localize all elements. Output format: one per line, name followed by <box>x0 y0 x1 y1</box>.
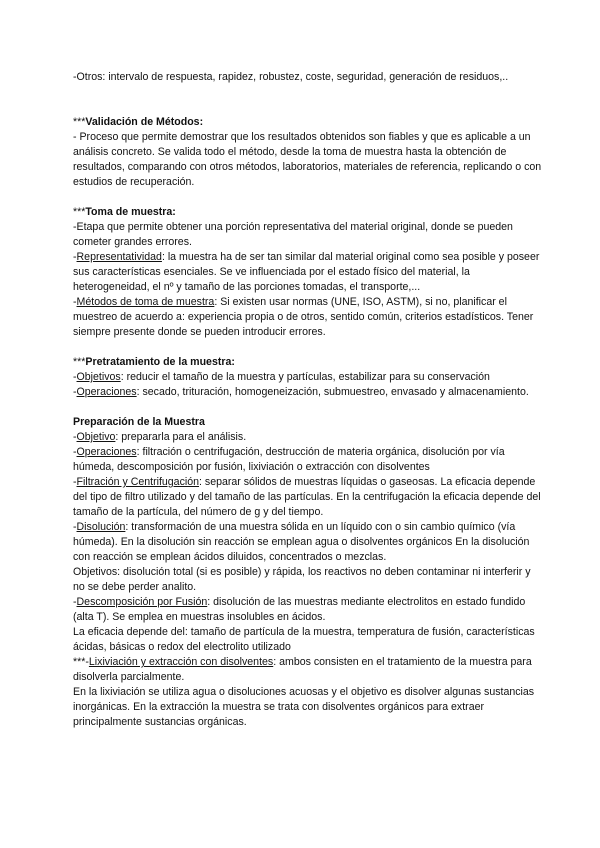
term-lixiviacion: Lixiviación y extracción con disolventes <box>88 656 274 668</box>
toma-representatividad: -Representatividad: la muestra ha de ser tan similar dal material original como sea posible y poseer sus características esenciales. Se ve influenciada por el estado físico del material, la heterogeneidad, el nº y tamaño de las porciones tomadas, el transporte,... <box>73 251 540 293</box>
operaciones-body: : filtración o centrifugación, destrucción de materia orgánica, disolución por vía húmeda, descomposición por fusión, lixiviación o extracción con disolventes <box>73 446 505 473</box>
lixiviacion-body: : ambos consisten en el tratamiento de la muestra para disolverla parcialmente. <box>73 656 532 683</box>
preparacion-heading: Preparación de la Muestra <box>73 416 205 428</box>
validacion-body: - Proceso que permite demostrar que los resultados obtenidos son fiables y que es aplicable a un análisis concreto. Se valida todo el método, desde la toma de muestra hasta la obtención de resultados, comparando con otros métodos, laboratorios, materiales de referencia, replicando o con estudios de recuperación. <box>73 131 542 188</box>
heading-title: Pretratamiento de la muestra: <box>85 356 235 368</box>
representatividad-body: : la muestra ha de ser tan similar dal material original como sea posible y poseer sus características esenciales. Se ve influenciada por el estado físico del material, la heterogeneidad, el nº y tamaño de las porciones tomadas, el transporte,... <box>73 251 540 293</box>
preparacion-operaciones: -Operaciones: filtración o centrifugación, destrucción de materia orgánica, disolución por vía húmeda, descomposición por fusión, lixiviación o extracción con disolventes <box>73 446 505 473</box>
metodos-body: : Si existen usar normas (UNE, ISO, ASTM), si no, planificar el muestreo de acuerdo a: experiencia propia o de otros, sentido común, criterios estadísticos. Tener siempre presente donde se pueden introducir errores. <box>73 296 534 338</box>
heading-title: Toma de muestra: <box>85 206 176 218</box>
preparacion-filtracion: -Filtración y Centrifugación: separar sólidos de muestras líquidas o gaseosas. La eficacia depende del tipo de filtro utilizado y del tamaño de las partículas. En la centrifugación la eficacia depende del tamaño de la partícula, del número de g y del tiempo. <box>73 476 541 518</box>
descomposicion-body: : disolución de las muestras mediante electrolitos en estado fundido (alta T). Se emplea en muestras insolubles en ácidos. <box>73 596 526 623</box>
term-metodos: Métodos de toma de muestra <box>76 296 215 308</box>
heading-prefix: *** <box>73 116 86 128</box>
pretratamiento-objetivos: -Objetivos: reducir el tamaño de la muestra y partículas, estabilizar para su conservación <box>73 371 490 383</box>
term-operaciones: Operaciones <box>76 446 137 458</box>
term-objetivo: Objetivo <box>76 431 116 443</box>
preparacion-final-line: En la lixiviación se utiliza agua o disoluciones acuosas y el objetivo es disolver algunas sustancias inorgánicas. En la extracción la muestra se trata con disolventes orgánicos para extraer principalmente sustancias orgánicas. <box>73 686 535 728</box>
term-disolucion: Disolución <box>76 521 126 533</box>
heading-prefix: *** <box>73 356 86 368</box>
preparacion-objetivos-line: Objetivos: disolución total (si es posible) y rápida, los reactivos no deben contaminar ni interferir y no se debe perder analito. <box>73 566 531 593</box>
objetivo-body: : prepararla para el análisis. <box>115 431 247 443</box>
operaciones-body: : secado, trituración, homogeneización, submuestreo, envasado y almacenamiento. <box>136 386 529 398</box>
heading-title: Validación de Métodos: <box>85 116 204 128</box>
pretratamiento-heading <box>73 355 543 370</box>
heading-prefix: *** <box>73 206 86 218</box>
term-objetivos: Objetivos <box>76 371 121 383</box>
pretratamiento-operaciones: -Operaciones: secado, trituración, homogeneización, submuestreo, envasado y almacenamiento. <box>73 386 529 398</box>
preparacion-lixiviacion: ***-Lixiviación y extracción con disolventes: ambos consisten en el tratamiento de la muestra para disolverla parcialmente. <box>73 656 532 683</box>
preparacion-eficacia-line: La eficacia depende del: tamaño de partícula de la muestra, temperatura de fusión, características ácidas, básicas o redox del electrolito utilizado <box>73 626 535 653</box>
lixiviacion-prefix: *** <box>73 656 86 668</box>
term-filtracion: Filtración y Centrifugación <box>76 476 200 488</box>
preparacion-disolucion: -Disolución: transformación de una muestra sólida en un líquido con o sin cambio químico (vía húmeda). En la disolución sin reacción se emplean agua o disolventes orgánicos En la disolución con reacción se emplean ácidos diluidos, concentrados o mezclas. <box>73 521 530 563</box>
filtracion-body: : separar sólidos de muestras líquidas o gaseosas. La eficacia depende del tipo de filtro utilizado y del tamaño de las partículas. En la centrifugación la eficacia depende del tamaño de la partícula, del número de g y del tiempo. <box>73 476 541 518</box>
disolucion-body: : transformación de una muestra sólida en un líquido con o sin cambio químico (vía húmeda). En la disolución sin reacción se emplean agua o disolventes orgánicos En la disolución con reacción se emplean ácidos diluidos, concentrados o mezclas. <box>73 521 530 563</box>
term-representatividad: Representatividad <box>76 251 162 263</box>
toma-metodos: -Métodos de toma de muestra: Si existen usar normas (UNE, ISO, ASTM), si no, planificar el muestreo de acuerdo a: experiencia propia o de otros, sentido común, criterios estadísticos. Tener siempre presente donde se pueden introducir errores. <box>73 296 534 338</box>
toma-intro: -Etapa que permite obtener una porción representativa del material original, donde se pueden cometer grandes errores. <box>73 221 513 248</box>
otros-paragraph: -Otros: intervalo de respuesta, rapidez, robustez, coste, seguridad, generación de residuos,.. <box>73 71 509 83</box>
validacion-heading <box>73 115 543 130</box>
objetivos-body: : reducir el tamaño de la muestra y partículas, estabilizar para su conservación <box>120 371 490 383</box>
term-descomposicion: Descomposición por Fusión <box>76 596 208 608</box>
preparacion-descomposicion: -Descomposición por Fusión: disolución de las muestras mediante electrolitos en estado fundido (alta T). Se emplea en muestras insolubles en ácidos. <box>73 596 526 623</box>
document-page <box>73 70 543 730</box>
term-operaciones: Operaciones <box>76 386 137 398</box>
preparacion-objetivo: -Objetivo: prepararla para el análisis. <box>73 431 247 443</box>
toma-heading <box>73 205 543 220</box>
